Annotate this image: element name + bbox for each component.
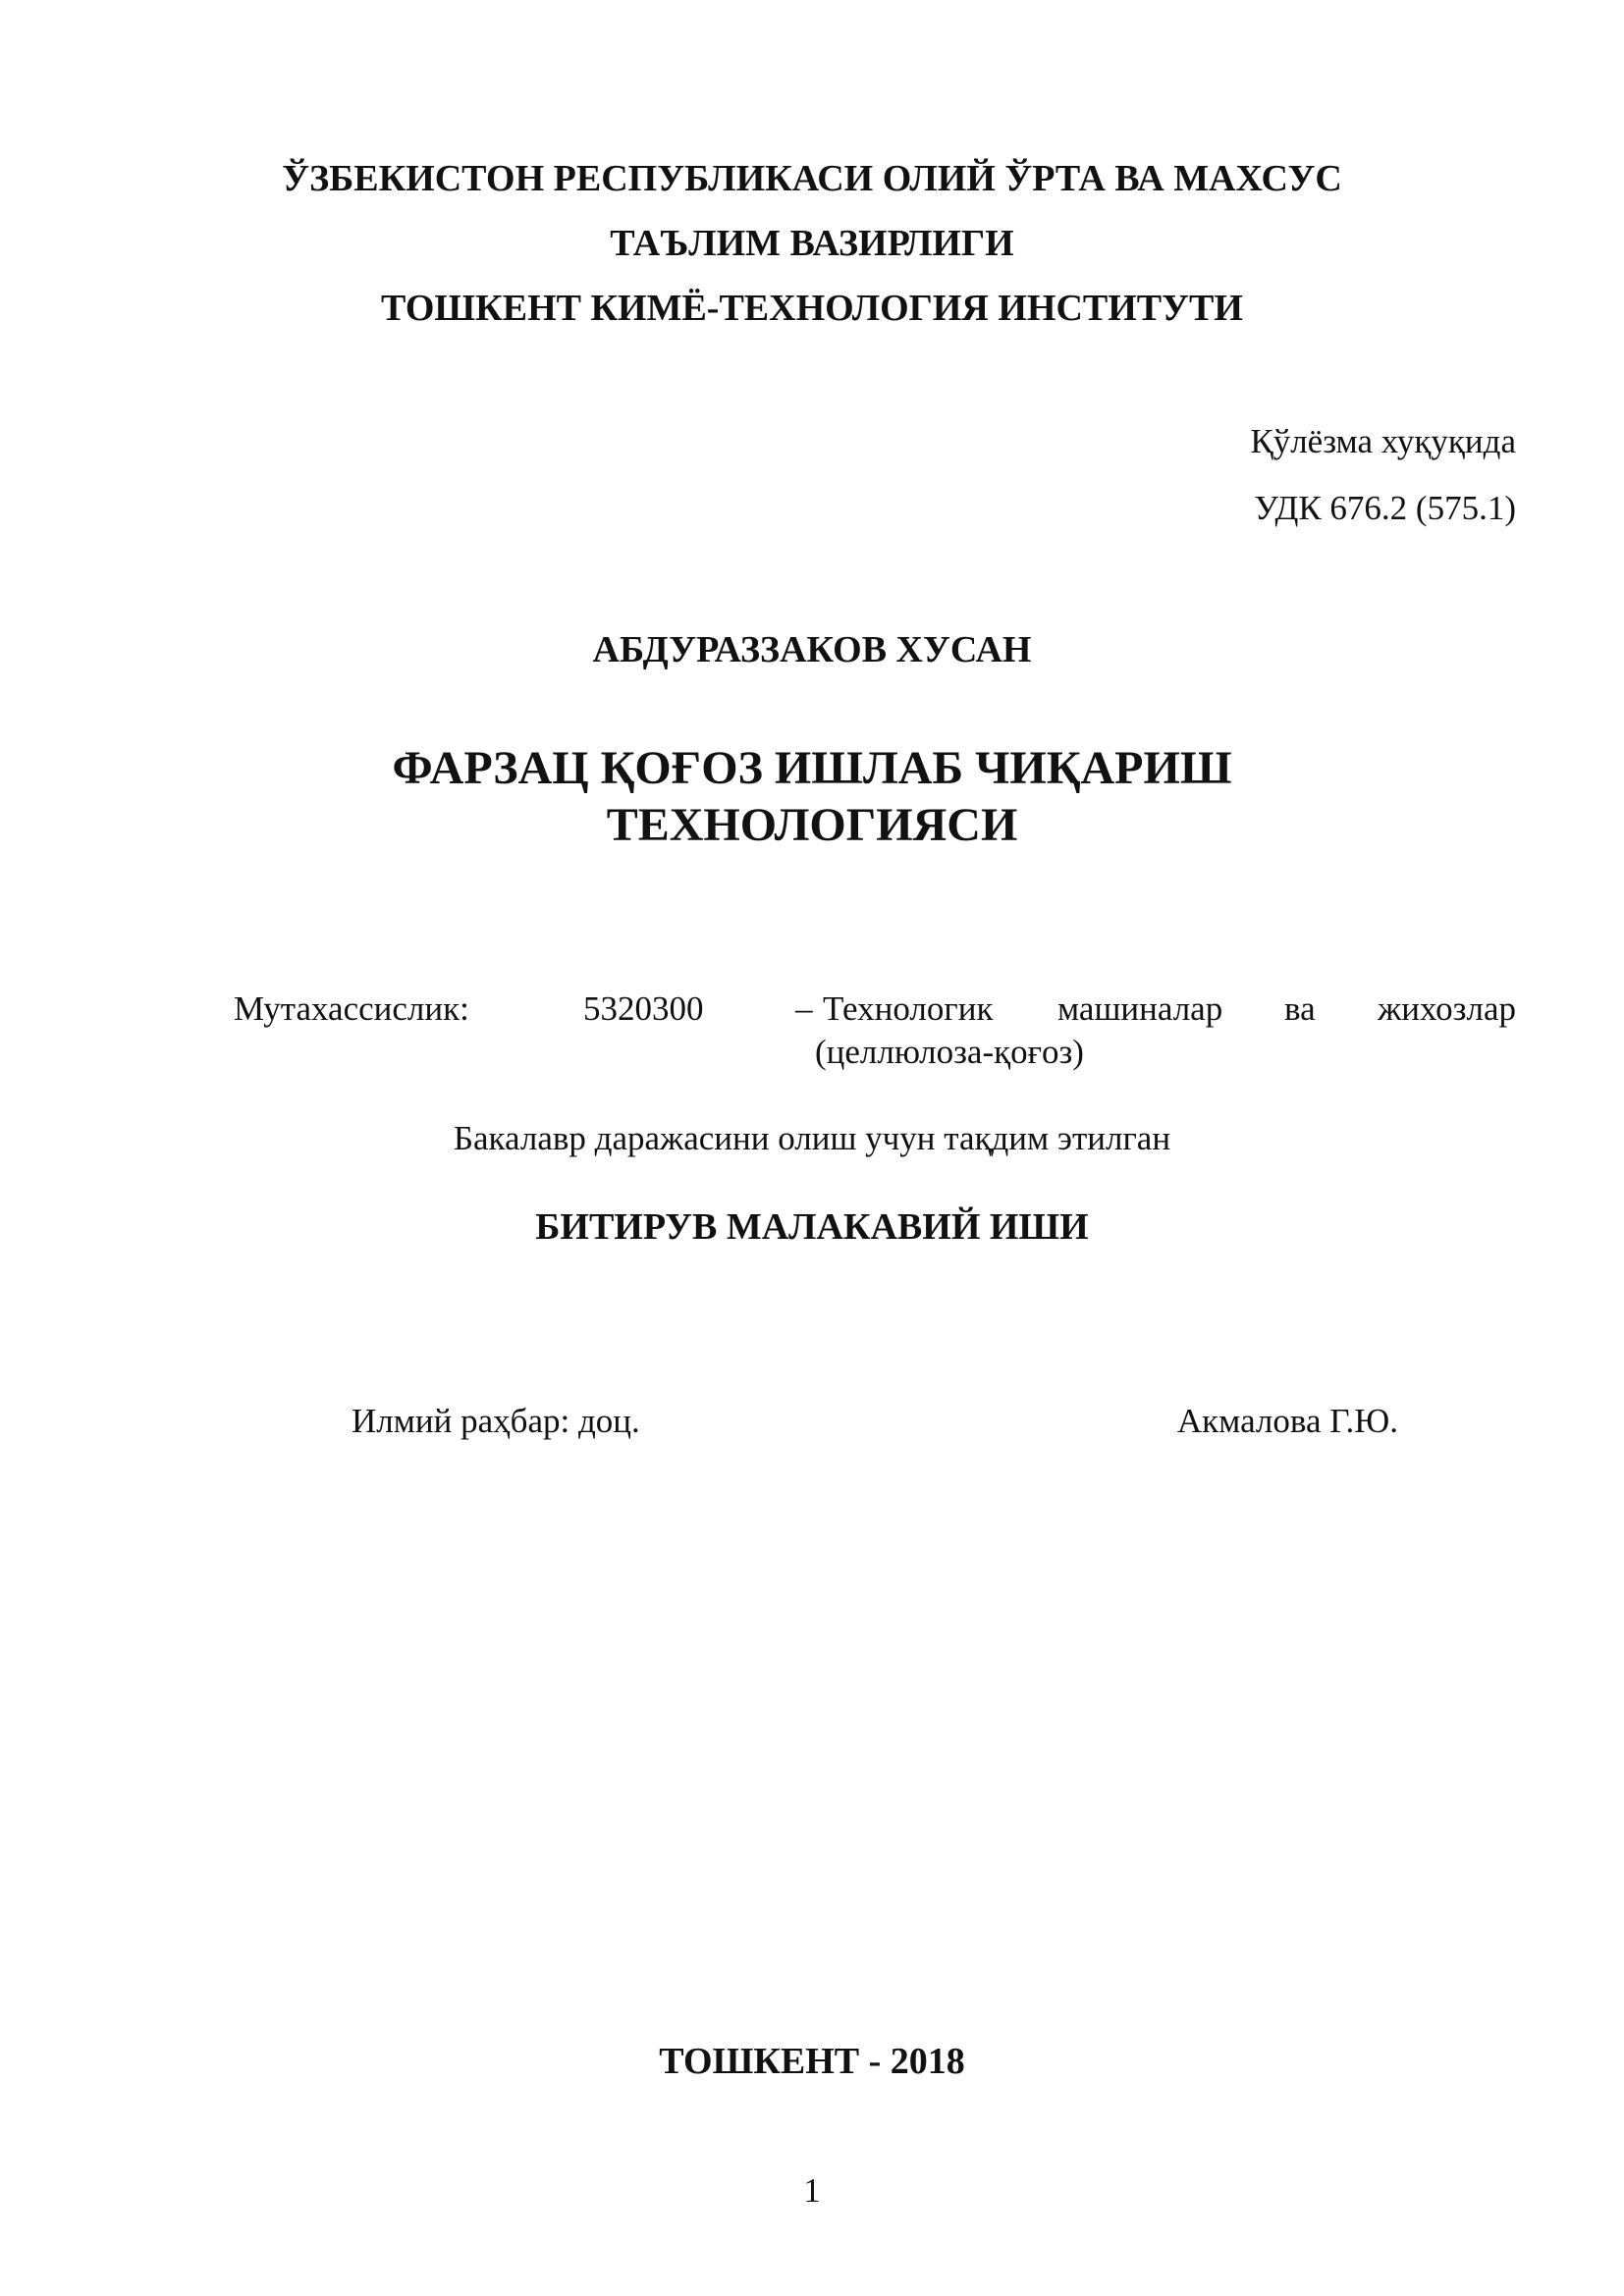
udc-code: УДК 676.2 (575.1) — [1254, 489, 1516, 527]
supervisor-name: Акмалова Г.Ю. — [1176, 1402, 1398, 1440]
thesis-title-line-1: ФАРЗАЦ ҚОҒОЗ ИШЛАБ ЧИҚАРИШ — [392, 742, 1232, 794]
specialty-word-2: машиналар — [1057, 989, 1223, 1028]
specialty-word-4: жихозлар — [1378, 989, 1516, 1028]
specialty-code: 5320300 — [583, 989, 704, 1028]
city-year: ТОШКЕНТ - 2018 — [659, 2041, 965, 2082]
manuscript-rights-label: Қўлёзма хуқуқида — [1250, 422, 1516, 460]
thesis-title-line-2: ТЕХНОЛОГИЯСИ — [606, 799, 1018, 851]
work-type: БИТИРУВ МАЛАКАВИЙ ИШИ — [535, 1206, 1089, 1248]
institute-name: ТОШКЕНТ КИМЁ-ТЕХНОЛОГИЯ ИНСТИТУТИ — [381, 288, 1243, 329]
degree-note: Бакалавр даражасини олиш учун тақдим этилган — [453, 1119, 1171, 1157]
specialty-dash: – — [795, 989, 813, 1028]
specialty-label: Мутахассислик: — [234, 989, 469, 1028]
specialty-word-1: Технологик — [823, 989, 994, 1028]
specialty-word-3: ва — [1284, 989, 1316, 1028]
supervisor-label: Илмий раҳбар: доц. — [352, 1402, 640, 1440]
page-number: 1 — [803, 2171, 821, 2210]
author-name: АБДУРАЗЗАКОВ ХУСАН — [592, 629, 1032, 670]
specialty-line-2: (целлюлоза-қоғоз) — [815, 1033, 1084, 1071]
ministry-line-2: ТАЪЛИМ ВАЗИРЛИГИ — [610, 223, 1014, 264]
ministry-line-1: ЎЗБЕКИСТОН РЕСПУБЛИКАСИ ОЛИЙ ЎРТА ВА МАХСУС — [282, 158, 1342, 199]
